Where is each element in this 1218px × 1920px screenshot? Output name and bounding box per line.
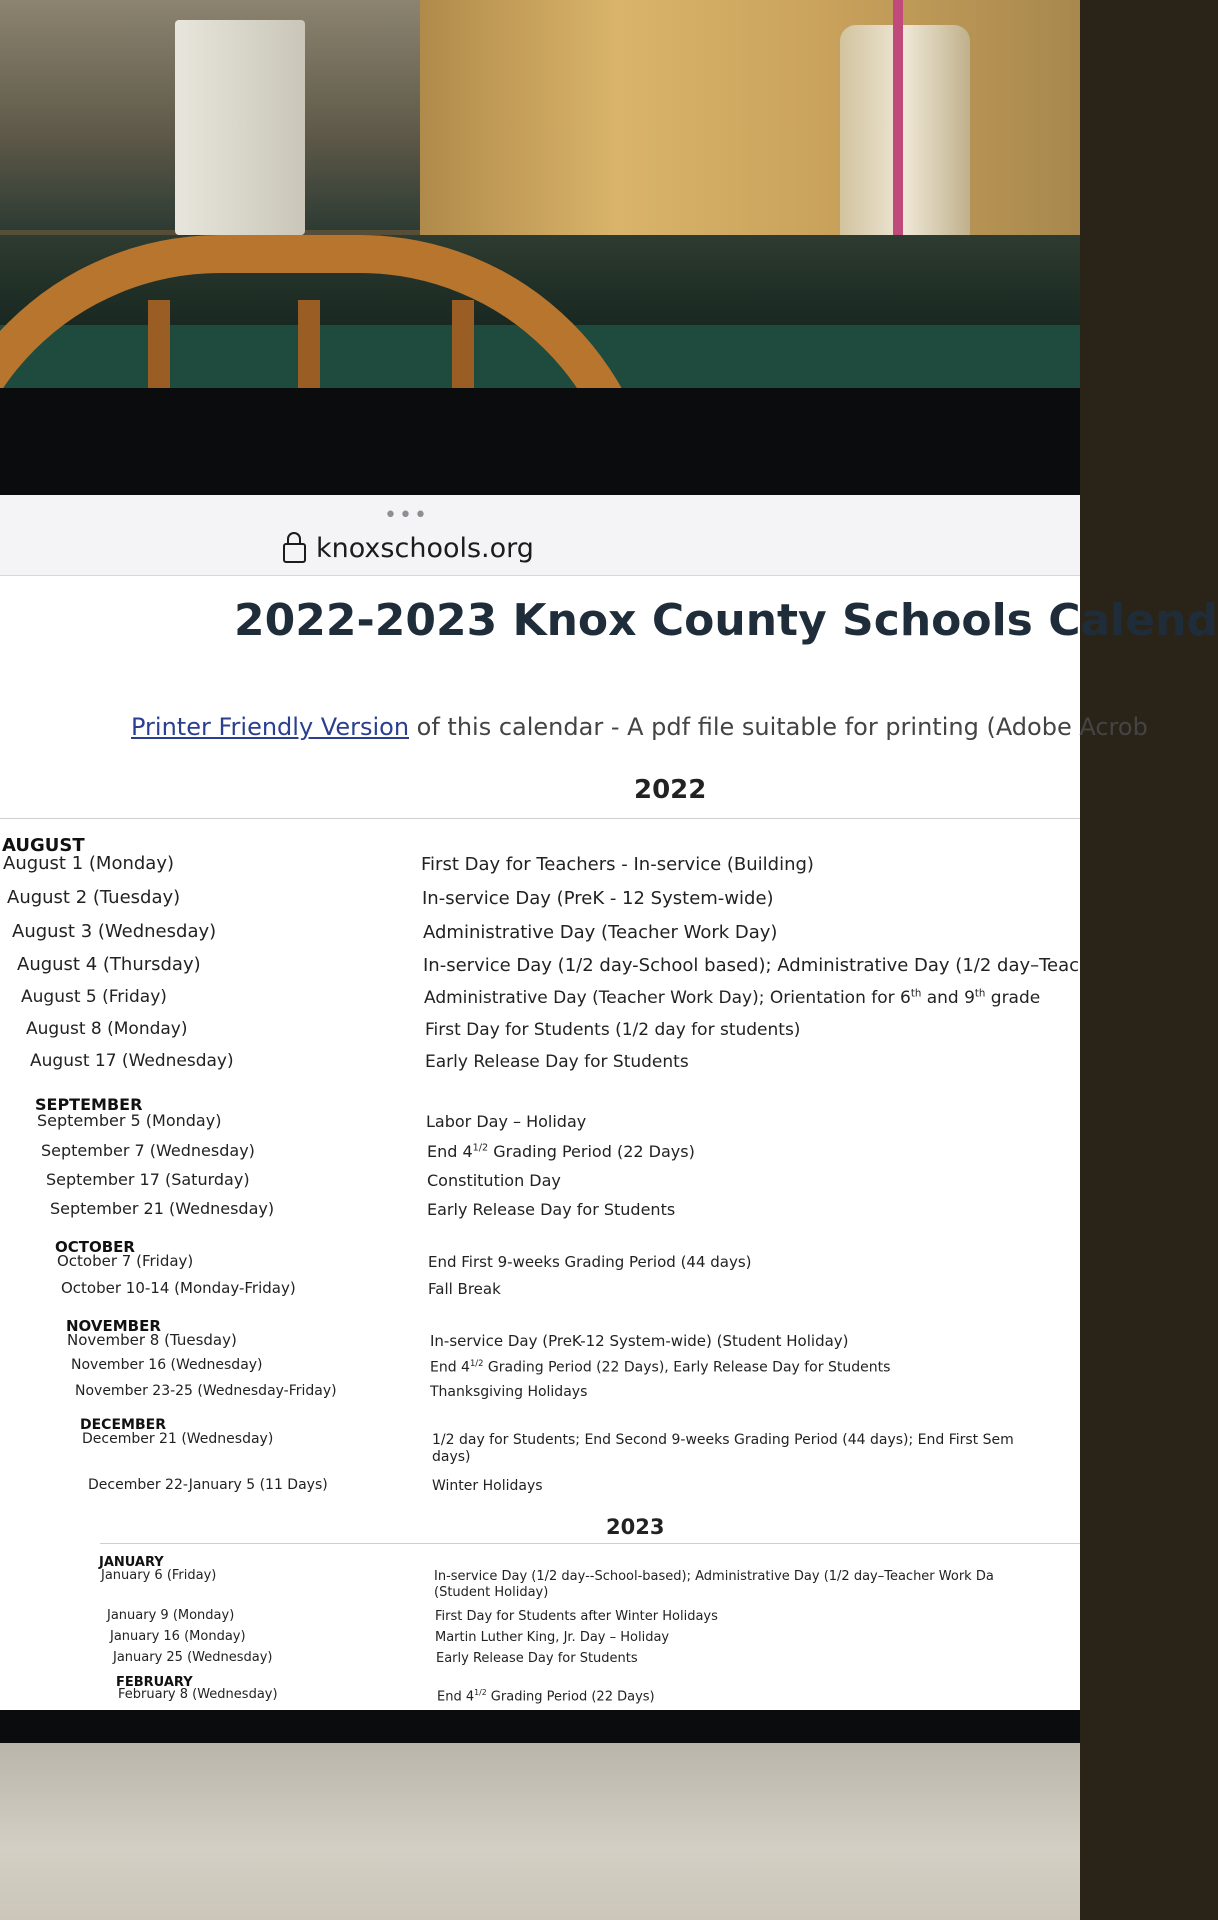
month-heading-february: FEBRUARY bbox=[116, 1675, 193, 1690]
calendar-row-event: Early Release Day for Students bbox=[425, 1052, 689, 1072]
month-heading-august: AUGUST bbox=[2, 835, 85, 856]
month-heading-september: SEPTEMBER bbox=[35, 1095, 143, 1114]
browser-chrome bbox=[0, 495, 1080, 576]
calendar-row-date: September 17 (Saturday) bbox=[46, 1170, 250, 1189]
calendar-row-event: In-service Day (1/2 day-School based); Administrative Day (1/2 day–Teac bbox=[423, 955, 1080, 976]
calendar-row-event: First Day for Students after Winter Holidays bbox=[435, 1609, 718, 1624]
calendar-row-event: Constitution Day bbox=[427, 1171, 561, 1190]
lock-icon bbox=[283, 543, 306, 563]
calendar-row-date: August 4 (Thursday) bbox=[17, 954, 201, 975]
printer-line bbox=[131, 713, 1148, 741]
calendar-row-date: September 7 (Wednesday) bbox=[41, 1141, 255, 1160]
calendar-row-date: August 17 (Wednesday) bbox=[30, 1051, 234, 1071]
background-jar bbox=[840, 25, 970, 270]
printer-description: of this calendar - A pdf file suitable for printing (Adobe Acrob bbox=[409, 713, 1148, 741]
calendar-row-date: August 5 (Friday) bbox=[21, 987, 167, 1007]
calendar-row-date: September 21 (Wednesday) bbox=[50, 1199, 275, 1218]
background-straw bbox=[893, 0, 903, 270]
month-heading-october: OCTOBER bbox=[55, 1238, 135, 1256]
chair-spindle bbox=[148, 300, 170, 390]
month-heading-january: JANUARY bbox=[99, 1555, 164, 1570]
calendar-row-event: Administrative Day (Teacher Work Day) bbox=[423, 922, 778, 943]
calendar-row-event: First Day for Students (1/2 day for students) bbox=[425, 1020, 801, 1040]
calendar-row-date: September 5 (Monday) bbox=[37, 1111, 222, 1130]
background-carton bbox=[175, 20, 305, 235]
address-bar[interactable] bbox=[283, 533, 534, 564]
divider bbox=[0, 818, 1080, 819]
calendar-row-date: December 21 (Wednesday) bbox=[82, 1431, 274, 1447]
browser-menu-dots[interactable]: ••• bbox=[384, 503, 429, 528]
calendar-row-date: August 1 (Monday) bbox=[3, 853, 174, 874]
calendar-row-date: December 22-January 5 (11 Days) bbox=[88, 1477, 328, 1493]
url-text: knoxschools.org bbox=[316, 533, 534, 564]
calendar-row-event: Early Release Day for Students bbox=[427, 1200, 676, 1219]
year-heading-2022: 2022 bbox=[634, 775, 707, 805]
month-heading-november: NOVEMBER bbox=[66, 1317, 161, 1335]
calendar-row-event-continued: days) bbox=[432, 1449, 471, 1465]
calendar-row-event: End First 9-weeks Grading Period (44 days) bbox=[428, 1253, 752, 1271]
calendar-row-event: First Day for Teachers - In-service (Building) bbox=[421, 854, 814, 875]
calendar-row-event: Winter Holidays bbox=[432, 1478, 543, 1494]
background-scene bbox=[0, 0, 1080, 400]
calendar-row-date: January 16 (Monday) bbox=[110, 1629, 246, 1644]
background-wall bbox=[420, 0, 1080, 250]
calendar-row-event: End $4^{1/2}$ Grading Period (22 Days) bbox=[437, 1688, 655, 1705]
chair-spindle bbox=[298, 300, 320, 390]
calendar-row-date: November 8 (Tuesday) bbox=[67, 1331, 237, 1349]
table-surface bbox=[0, 1743, 1080, 1920]
calendar-row-event: Administrative Day (Teacher Work Day); Orientation for 6th and 9th grade bbox=[424, 988, 1041, 1008]
calendar-row-event: End $4^{1/2}$ Grading Period (22 Days), Early Release Day for Students bbox=[430, 1358, 891, 1376]
calendar-row-date: October 10-14 (Monday-Friday) bbox=[61, 1279, 296, 1297]
calendar-row-event: In-service Day (PreK-12 System-wide) (Student Holiday) bbox=[430, 1332, 849, 1350]
divider bbox=[100, 1543, 1080, 1544]
page-title: 2022-2023 Knox County Schools Calend bbox=[234, 595, 1218, 646]
calendar-row-date: January 9 (Monday) bbox=[107, 1608, 235, 1623]
calendar-row-event: Fall Break bbox=[428, 1280, 501, 1298]
chair-spindle bbox=[452, 300, 474, 390]
calendar-row-event: Labor Day – Holiday bbox=[426, 1112, 587, 1131]
calendar-row-event: Thanksgiving Holidays bbox=[430, 1384, 588, 1400]
calendar-row-event: End $4^{1/2}$ Grading Period (22 Days) bbox=[427, 1142, 695, 1161]
calendar-row-event-continued: (Student Holiday) bbox=[434, 1585, 549, 1600]
calendar-row-date: November 16 (Wednesday) bbox=[71, 1357, 263, 1373]
calendar-row-event: Martin Luther King, Jr. Day – Holiday bbox=[435, 1630, 670, 1645]
month-heading-december: DECEMBER bbox=[80, 1417, 166, 1433]
calendar-row-date: January 25 (Wednesday) bbox=[113, 1650, 273, 1665]
calendar-row-date: February 8 (Wednesday) bbox=[118, 1687, 278, 1702]
printer-friendly-link[interactable]: Printer Friendly Version bbox=[131, 713, 410, 741]
calendar-row-date: November 23-25 (Wednesday-Friday) bbox=[75, 1383, 337, 1399]
tablet-screen bbox=[0, 495, 1218, 1710]
calendar-row-event: In-service Day (PreK - 12 System-wide) bbox=[422, 888, 774, 909]
calendar-row-date: October 7 (Friday) bbox=[57, 1252, 194, 1270]
calendar-row-date: August 2 (Tuesday) bbox=[7, 887, 181, 908]
calendar-row-event: 1/2 day for Students; End Second 9-weeks Grading Period (44 days); End First Sem bbox=[432, 1432, 1014, 1448]
calendar-row-date: January 6 (Friday) bbox=[101, 1568, 217, 1583]
calendar-row-date: August 3 (Wednesday) bbox=[12, 921, 217, 942]
calendar-row-date: August 8 (Monday) bbox=[26, 1019, 188, 1039]
year-heading-2023: 2023 bbox=[606, 1515, 665, 1539]
calendar-row-event: In-service Day (1/2 day--School-based); Administrative Day (1/2 day–Teacher Work Da bbox=[434, 1569, 994, 1584]
calendar-row-event: Early Release Day for Students bbox=[436, 1651, 638, 1666]
